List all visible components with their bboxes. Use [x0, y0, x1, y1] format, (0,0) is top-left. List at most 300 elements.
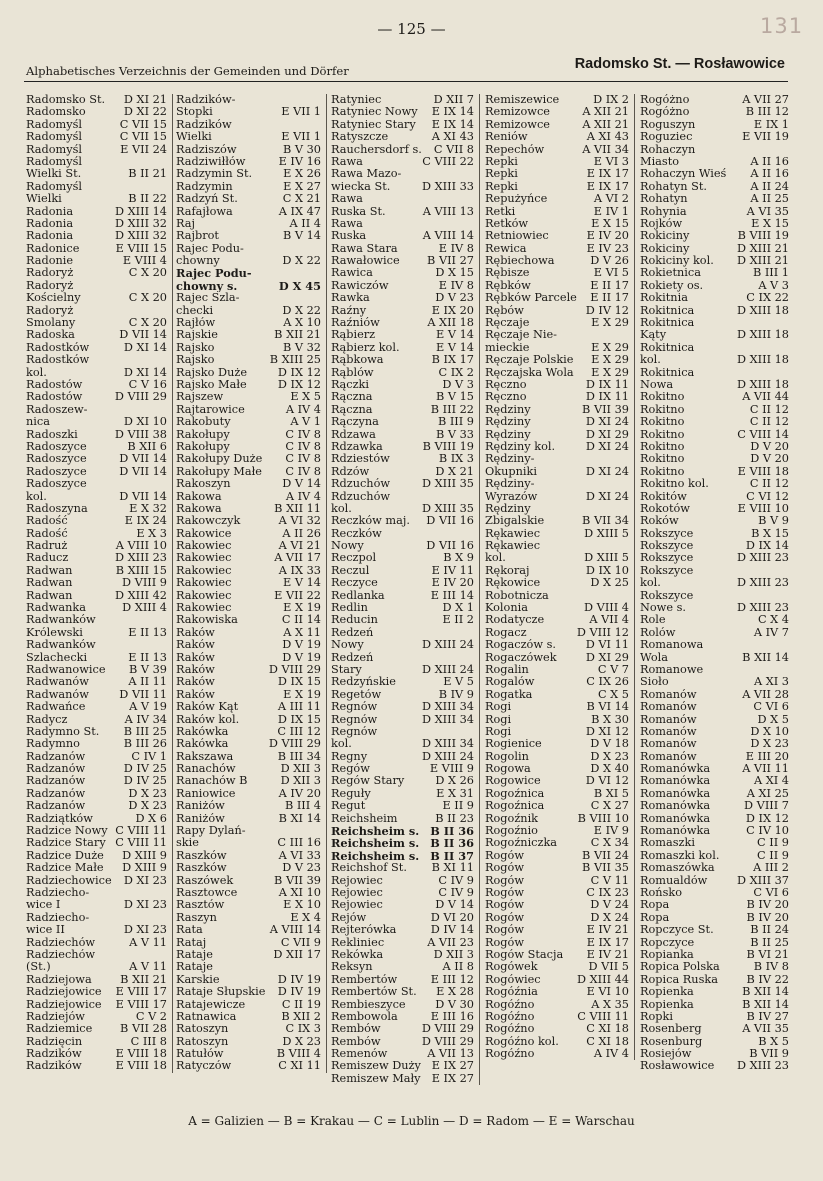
place-name: chowny s.: [176, 279, 238, 293]
grid-code: D VIII 29: [421, 1034, 474, 1048]
place-name: Radoszyce: [26, 478, 87, 491]
place-name: Rolów: [640, 626, 676, 639]
place-name: Karskie: [176, 973, 220, 986]
grid-code: D IX 12: [745, 811, 789, 825]
place-name: Rędziny: [485, 416, 531, 429]
place-name: Rokitno: [640, 403, 685, 416]
grid-code: C X 27: [590, 799, 629, 813]
index-entry: [26, 676, 172, 688]
place-name: Rąbierz kol.: [331, 341, 400, 354]
index-entry: [640, 552, 794, 564]
place-name: Rawica: [331, 267, 373, 280]
place-name: Romanów: [640, 750, 697, 763]
grid-code: [789, 565, 794, 577]
grid-code: D X 26: [435, 774, 474, 788]
place-name: Rogoźnio: [485, 825, 538, 838]
grid-code: E X 19: [283, 601, 321, 615]
grid-code: C II 9: [757, 848, 789, 862]
place-name: Rajszew: [176, 391, 224, 404]
place-name: Ropica Ruska: [640, 973, 718, 986]
index-entry: [26, 577, 172, 589]
index-entry: [485, 738, 634, 750]
grid-code: C III 12: [277, 724, 321, 738]
grid-code: D XI 24: [585, 464, 629, 478]
grid-code: D XIII 42: [114, 588, 167, 602]
grid-code: E IV 16: [278, 154, 321, 168]
index-entry: [176, 813, 326, 825]
grid-code: A II 8: [442, 960, 474, 974]
index-entry: [26, 144, 172, 156]
place-name: Rogóźno: [485, 998, 535, 1011]
place-name: Rokitno: [640, 428, 685, 441]
index-entry: [176, 949, 326, 961]
grid-code: D XIII 32: [114, 216, 167, 230]
place-name: Rosenburg: [640, 1035, 703, 1048]
index-entry: [485, 230, 634, 242]
grid-code: D X 23: [590, 749, 629, 763]
grid-code: B II 22: [128, 192, 167, 206]
index-entry: [26, 466, 172, 478]
place-name: Redlanka: [331, 589, 385, 602]
place-name: Rakowiec: [176, 589, 232, 602]
place-name: Radomyśl: [26, 180, 83, 193]
grid-code: C X 21: [282, 192, 321, 206]
place-name: Rauchersdorf s.: [331, 143, 422, 156]
grid-code: [167, 280, 172, 292]
grid-code: C V 7: [597, 662, 629, 676]
grid-code: B V 15: [435, 390, 474, 404]
place-name: Rogóżno: [640, 94, 690, 106]
place-name: Ruska: [331, 230, 367, 243]
place-name: Regnów: [331, 725, 378, 738]
grid-code: B III 12: [745, 105, 789, 119]
place-name: Rakówka: [176, 738, 229, 751]
place-name: Raków Kąt: [176, 701, 239, 714]
place-name: Wola: [640, 651, 668, 664]
grid-code: A VII 11: [742, 762, 789, 776]
grid-code: D VII 14: [119, 489, 167, 503]
place-name: Rękawiec: [485, 527, 541, 540]
place-name: Rejowiec: [331, 887, 383, 899]
place-name: Radoszki: [26, 428, 78, 441]
grid-code: [789, 367, 794, 379]
grid-code: D XIII 18: [736, 303, 789, 317]
index-entry: [176, 416, 326, 428]
grid-code: B XI 5: [593, 786, 629, 800]
place-name: Radoryż: [26, 267, 74, 280]
grid-code: E II 13: [128, 650, 167, 664]
grid-code: A VII 28: [742, 687, 789, 701]
index-entry: [26, 627, 172, 639]
place-name: Regów Stary: [331, 775, 405, 788]
grid-code: A XII 21: [582, 117, 629, 131]
place-name: Ręczaje Nie-: [485, 329, 557, 342]
grid-code: B X 5: [758, 1034, 789, 1048]
grid-code: B XII 2: [281, 1009, 321, 1023]
grid-code: A II 26: [282, 526, 321, 540]
grid-code: [629, 329, 634, 341]
grid-code: D VII 14: [119, 452, 167, 466]
place-name: Radzięcin: [26, 1035, 83, 1048]
place-name: Rakołupy Małe: [176, 465, 262, 478]
place-name: Rdzawa: [331, 428, 376, 441]
grid-code: C IV 1: [131, 749, 167, 763]
place-name: Repechów: [485, 143, 545, 156]
grid-code: A IV 4: [285, 402, 321, 416]
place-name: Radoszyce: [26, 453, 87, 466]
grid-code: C VIII 11: [115, 836, 167, 850]
place-name: kol.: [640, 577, 661, 590]
index-entry: [485, 1048, 634, 1060]
place-name: Radzików: [26, 1060, 82, 1073]
place-name: Rakówka: [176, 725, 229, 738]
grid-code: D XIII 18: [736, 353, 789, 367]
grid-code: [629, 478, 634, 490]
place-name: Reguły: [331, 787, 371, 800]
grid-code: E IX 20: [431, 303, 474, 317]
index-entry: [640, 800, 794, 812]
place-name: Rembieszyce: [331, 998, 406, 1011]
index-entry: [331, 800, 479, 812]
grid-code: D XIII 23: [736, 576, 789, 590]
grid-code: [167, 354, 172, 366]
place-name: Zbigalskie: [485, 515, 545, 528]
place-name: Romanów: [640, 688, 697, 701]
place-name: Rdzuchów: [331, 478, 391, 491]
index-entry: [331, 862, 479, 874]
index-column-3: [331, 94, 480, 1085]
index-entry: [26, 1023, 172, 1035]
place-name: Rokitów: [640, 490, 687, 503]
place-name: Rembowola: [331, 1010, 398, 1023]
place-name: Radomyśl: [26, 143, 83, 156]
place-name: Wielki: [26, 193, 62, 206]
grid-code: B VIII 10: [577, 811, 629, 825]
grid-code: B VII 35: [582, 861, 629, 875]
place-name: Rajtarowice: [176, 403, 245, 416]
place-name: Ropianka: [640, 948, 694, 961]
place-name: Rogóźno: [485, 1048, 535, 1061]
grid-code: A VIII 14: [422, 229, 474, 243]
grid-code: A V 3: [758, 278, 789, 292]
grid-code: D XII 3: [433, 947, 474, 961]
grid-code: C VIII 11: [577, 1009, 629, 1023]
grid-code: E V 14: [436, 340, 474, 354]
place-name: Rohaczyn: [640, 143, 696, 156]
grid-code: D XII 3: [280, 774, 321, 788]
grid-code: [474, 528, 479, 540]
place-name: Reichsheim: [331, 812, 398, 825]
place-name: Rokitnica: [640, 304, 695, 317]
place-name: Rokiciny kol.: [640, 255, 714, 268]
grid-code: E X 15: [751, 216, 789, 230]
grid-code: E X 27: [283, 179, 321, 193]
place-name: Rońsko: [640, 887, 683, 899]
grid-code: E IV 8: [438, 278, 474, 292]
grid-code: E IX 17: [586, 179, 629, 193]
grid-code: C X 20: [128, 291, 167, 305]
grid-code: B XI 14: [278, 811, 321, 825]
index-entry: [26, 478, 172, 490]
place-name: Rembertów: [331, 973, 398, 986]
index-entry: [26, 614, 172, 626]
place-name: Rogaczów s.: [485, 639, 557, 652]
place-name: Rapy Dylań-: [176, 825, 246, 838]
place-name: Raszków: [176, 849, 227, 862]
place-name: Radzice Duże: [26, 849, 104, 862]
place-name: kol.: [26, 490, 47, 503]
grid-code: B VIII 19: [422, 439, 474, 453]
grid-code: B II 24: [750, 923, 789, 937]
place-name: Raszówek: [176, 874, 234, 887]
grid-code: B II 37: [430, 848, 474, 863]
index-entry: [26, 342, 172, 354]
region-legend: A = Galizien — B = Krakau — C = Lublin — D = Radom — E = Warschau: [188, 1114, 635, 1128]
place-name: Raszyn: [176, 911, 217, 924]
index-entry: [485, 614, 634, 626]
grid-code: D VII 5: [588, 960, 629, 974]
place-name: Radziejowa: [26, 973, 92, 986]
place-name: Rakowiec: [176, 552, 232, 565]
grid-code: D X 45: [278, 278, 321, 293]
grid-code: A VII 17: [274, 551, 321, 565]
place-name: Rawa Mazo-: [331, 168, 402, 181]
place-name: Radoryż: [26, 304, 74, 317]
grid-code: E IV 20: [431, 576, 474, 590]
grid-code: [167, 614, 172, 626]
place-name: Radoszyce: [26, 465, 87, 478]
grid-code: B IX 3: [438, 452, 474, 466]
place-name: Rakołupy Duże: [176, 453, 263, 466]
index-entry: [640, 131, 794, 143]
grid-code: E X 19: [283, 687, 321, 701]
place-name: Rokitnica: [640, 341, 695, 354]
index-entry: [331, 206, 479, 218]
index-entry: [485, 354, 634, 366]
place-name: Role: [640, 614, 666, 627]
index-entry: [26, 1060, 172, 1072]
place-name: Rokszyce: [640, 589, 694, 602]
grid-code: C VIII 22: [422, 154, 474, 168]
place-name: Regetów: [331, 688, 382, 701]
index-entry: [26, 267, 172, 279]
grid-code: C VII 9: [280, 935, 321, 949]
grid-code: D XIII 34: [421, 700, 474, 714]
place-name: Rokitno kol.: [640, 478, 709, 491]
place-name: Rogaczówek: [485, 651, 557, 664]
grid-code: D VIII 29: [268, 662, 321, 676]
grid-code: E VI 3: [593, 154, 629, 168]
place-name: Remiszew Duży: [331, 1060, 421, 1073]
place-name: Rasztów: [176, 899, 225, 912]
place-name: Rogienice: [485, 738, 542, 751]
place-name: Raków: [176, 626, 215, 639]
index-entry: [26, 602, 172, 614]
place-name: Radzanów: [26, 775, 86, 788]
place-name: Rakowiska: [176, 614, 238, 627]
grid-code: D VIII 29: [421, 1022, 474, 1036]
grid-code: D VII 16: [426, 539, 474, 553]
place-name: Rajec Szla-: [176, 292, 240, 305]
place-name: Raków: [176, 688, 215, 701]
place-name: Rohynia: [640, 205, 687, 218]
grid-code: [321, 267, 326, 279]
grid-code: C V 16: [128, 377, 167, 391]
place-name: Rembertów St.: [331, 986, 417, 999]
grid-code: E III 12: [430, 972, 474, 986]
grid-code: [167, 887, 172, 899]
index-entry: [485, 899, 634, 911]
place-name: Rawiczów: [331, 279, 389, 292]
place-name: Raźny: [331, 304, 367, 317]
place-name: Rokszyce: [640, 564, 694, 577]
grid-code: B III 22: [430, 402, 474, 416]
place-name: Reichsheim s.: [331, 849, 420, 863]
grid-code: D XIII 9: [122, 861, 167, 875]
grid-code: B IV 20: [746, 910, 789, 924]
place-name: Rękowice: [485, 577, 541, 590]
grid-code: E VIII 18: [737, 464, 789, 478]
grid-code: D VI 11: [585, 638, 629, 652]
place-name: Raków kol.: [176, 713, 240, 726]
grid-code: D VII 14: [119, 328, 167, 342]
grid-code: E VIII 4: [122, 254, 167, 268]
place-name: Rekówka: [331, 948, 384, 961]
index-entry: [176, 837, 326, 849]
place-name: Radwan: [26, 589, 73, 602]
index-entry: [176, 354, 326, 366]
grid-code: [167, 639, 172, 651]
place-name: Sioło: [640, 676, 669, 689]
index-entry: [640, 577, 794, 589]
place-name: Rogalin: [485, 663, 529, 676]
grid-code: A IV 4: [593, 1047, 629, 1061]
place-name: Ropczyce: [640, 936, 695, 949]
grid-code: B XII 6: [127, 439, 167, 453]
grid-code: A VI 35: [746, 204, 789, 218]
place-name: Rohatyn St.: [640, 180, 707, 193]
grid-code: C IX 23: [586, 886, 629, 899]
place-name: Retniowiec: [485, 230, 549, 243]
grid-code: [789, 639, 794, 651]
grid-code: [167, 912, 172, 924]
place-name: Ratyszcze: [331, 131, 389, 144]
grid-code: D V 23: [435, 291, 474, 305]
index-entry: [485, 676, 634, 688]
index-entry: [26, 924, 172, 936]
grid-code: B III 4: [284, 799, 321, 813]
grid-code: E II 9: [442, 799, 474, 813]
place-name: Ratnawica: [176, 1010, 237, 1023]
place-name: Kolonia: [485, 602, 528, 615]
grid-code: D XII 17: [273, 947, 321, 961]
place-name: Radomyśl: [26, 155, 83, 168]
place-name: Rogacz: [485, 626, 527, 639]
index-entry: [331, 391, 479, 403]
place-name: Rakobuty: [176, 416, 231, 429]
place-name: Kościelny: [26, 292, 81, 305]
grid-code: A XII 18: [427, 316, 474, 330]
place-name: Rokiciny: [640, 230, 690, 243]
place-name: Rędziny: [485, 403, 531, 416]
place-name: Ruska St.: [331, 205, 386, 218]
grid-code: D XIII 23: [114, 551, 167, 565]
index-entry: [331, 552, 479, 564]
index-entry: [640, 354, 794, 366]
index-entry: [331, 478, 479, 490]
place-name: Radzików: [176, 118, 232, 131]
place-name: Rakołupy: [176, 440, 230, 453]
place-name: Nowe s.: [640, 602, 687, 615]
place-name: mieckie: [485, 341, 530, 354]
grid-code: A II 4: [289, 216, 321, 230]
grid-code: D IV 19: [277, 972, 321, 986]
grid-code: D XIII 34: [421, 712, 474, 726]
grid-code: D XI 24: [585, 489, 629, 503]
index-entry: [176, 329, 326, 341]
grid-code: [167, 305, 172, 317]
place-name: Królewski: [26, 626, 83, 639]
place-name: kol.: [485, 552, 506, 565]
grid-code: D X 6: [135, 811, 167, 825]
index-entry: [176, 453, 326, 465]
grid-code: [321, 94, 326, 106]
grid-code: D XIII 24: [421, 662, 474, 676]
index-entry: [640, 701, 794, 713]
grid-code: D IV 19: [277, 985, 321, 999]
place-name: Radoszyna: [26, 502, 88, 515]
place-name: Rokitno: [640, 453, 685, 466]
place-name: Radziejowice: [26, 998, 102, 1011]
place-name: Raducz: [26, 552, 69, 565]
place-name: Reczków: [331, 527, 382, 540]
index-entry: [640, 738, 794, 750]
grid-code: E IX 1: [753, 117, 789, 131]
index-entry: [331, 614, 479, 626]
place-name: Radwanków: [26, 614, 96, 627]
index-column-1: [26, 94, 173, 1073]
place-name: Rajec Podu-: [176, 242, 244, 255]
place-name: Reniów: [485, 131, 528, 144]
grid-code: D X 5: [757, 712, 789, 726]
grid-code: E X 15: [591, 216, 629, 230]
grid-code: B III 26: [123, 737, 167, 751]
grid-code: E X 28: [436, 985, 474, 999]
grid-code: D XIII 5: [584, 551, 629, 565]
index-entry: [640, 453, 794, 465]
place-name: Rajsko Małe: [176, 378, 247, 391]
place-name: Ratułów: [176, 1048, 224, 1061]
place-name: Remizowce: [485, 118, 550, 131]
grid-code: C IV 10: [746, 824, 789, 838]
grid-code: B XIII 15: [115, 563, 167, 577]
place-name: Rokszyce: [640, 540, 694, 553]
place-name: Rogów Stacja: [485, 948, 564, 961]
grid-code: A XII 21: [582, 105, 629, 119]
index-entry: [640, 639, 794, 651]
place-name: Raków: [176, 651, 215, 664]
index-entry: [176, 391, 326, 403]
place-name: Radostków: [26, 354, 90, 367]
place-name: Rogówek: [485, 961, 538, 974]
place-name: Radymno St.: [26, 725, 100, 738]
place-name: Radostów: [26, 391, 83, 404]
place-name: Radziechowice: [26, 874, 112, 887]
index-entry: [485, 986, 634, 998]
index-entry: [640, 305, 794, 317]
place-name: Rataje: [176, 961, 213, 974]
place-name: Ratyniec Stary: [331, 118, 416, 131]
